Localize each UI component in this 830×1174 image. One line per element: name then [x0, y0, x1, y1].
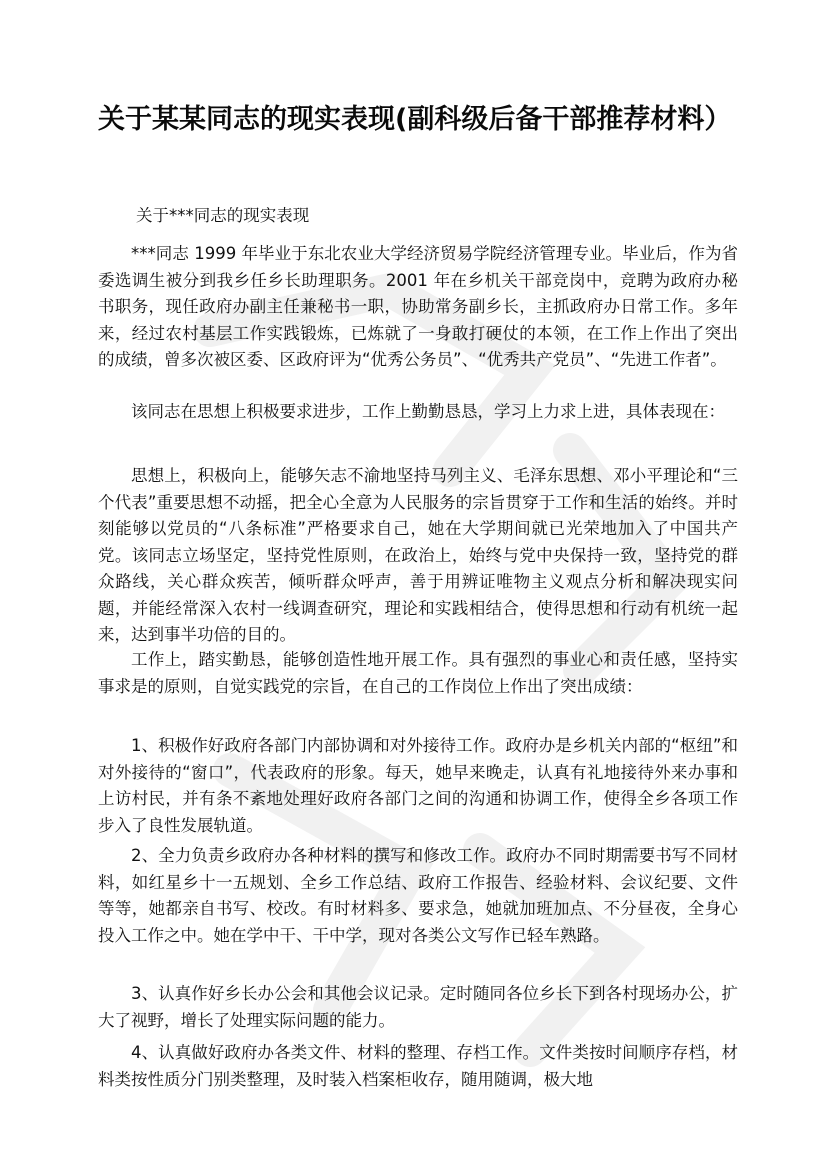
paragraph-thought: 思想上，积极向上，能够矢志不渝地坚持马列主义、毛泽东思想、邓小平理论和“三个代表”重要思想不动摇，把全心全意为人民服务的宗旨贯穿于工作和生活的始终。并时刻能够以党员的“八条标准”严格要求自己，她在大学期间就已光荣地加入了中国共产党。该同志立场坚定，坚持党性原则，在政治上，始终与党中央保持一致，坚持党的群众路线，关心群众疾苦，倾听群众呼声，善于用辨证唯物主义观点分析和解决现实问题，并能经常深入农村一线调查研究，理论和实践相结合，使得思想和行动有机统一起来，达到事半功倍的目的。: [98, 466, 738, 644]
paragraph-work: 工作上，踏实勤恳，能够创造性地开展工作。具有强烈的事业心和责任感，坚持实事求是的原则，自觉实践党的宗旨，在自己的工作岗位上作出了突出成绩：: [98, 650, 738, 696]
list-item-4: 4、认真做好政府办各类文件、材料的整理、存档工作。文件类按时间顺序存档，材料类按性质分门别类整理，及时装入档案柜收存，随用随调，极大地: [98, 1043, 738, 1089]
list-item-3: 3、认真作好乡长办公会和其他会议记录。定时随同各位乡长下到各村现场办公，扩大了视野，增长了处理实际问题的能力。: [98, 984, 738, 1030]
paragraph-summary: 该同志在思想上积极要求进步，工作上勤勤恳恳，学习上力求上进，具体表现在：: [131, 402, 725, 421]
document-title: 关于某某同志的现实表现(副科级后备干部推荐材料）: [98, 104, 732, 135]
list-item-2: 2、全力负责乡政府办各种材料的撰写和修改工作。政府办不同时期需要书写不同材料，如红星乡十一五规划、全乡工作总结、政府工作报告、经验材料、会议纪要、文件等等，她都亲自书写、校改。有时材料多、要求急，她就加班加点、不分昼夜，全身心投入工作之中。她在学中干、干中学，现对各类公文写作已轻车熟路。: [98, 846, 738, 945]
list-item-1: 1、积极作好政府各部门内部协调和对外接待工作。政府办是乡机关内部的“枢纽”和对外接待的“窗口”，代表政府的形象。每天，她早来晚走，认真有礼地接待外来办事和上访村民，并有条不紊地处理好政府各部门之间的沟通和协调工作，使得全乡各项工作步入了良性发展轨道。: [98, 736, 738, 835]
document-subtitle: 关于***同志的现实表现: [136, 206, 310, 225]
paragraph-intro: ***同志 1999 年毕业于东北农业大学经济贸易学院经济管理专业。毕业后，作为省委选调生被分到我乡任乡长助理职务。2001 年在乡机关干部竞岗中，竞聘为政府办秘书职务，现任政府办副主任兼秘书一职，协助常务副乡长，主抓政府办日常工作。多年来，经过农村基层工作实践锻炼，已炼就了一身敢打硬仗的本领，在工作上作出了突出的成绩，曾多次被区委、区政府评为“优秀公务员”、“优秀共产党员”、“先进工作者”。: [98, 244, 738, 369]
